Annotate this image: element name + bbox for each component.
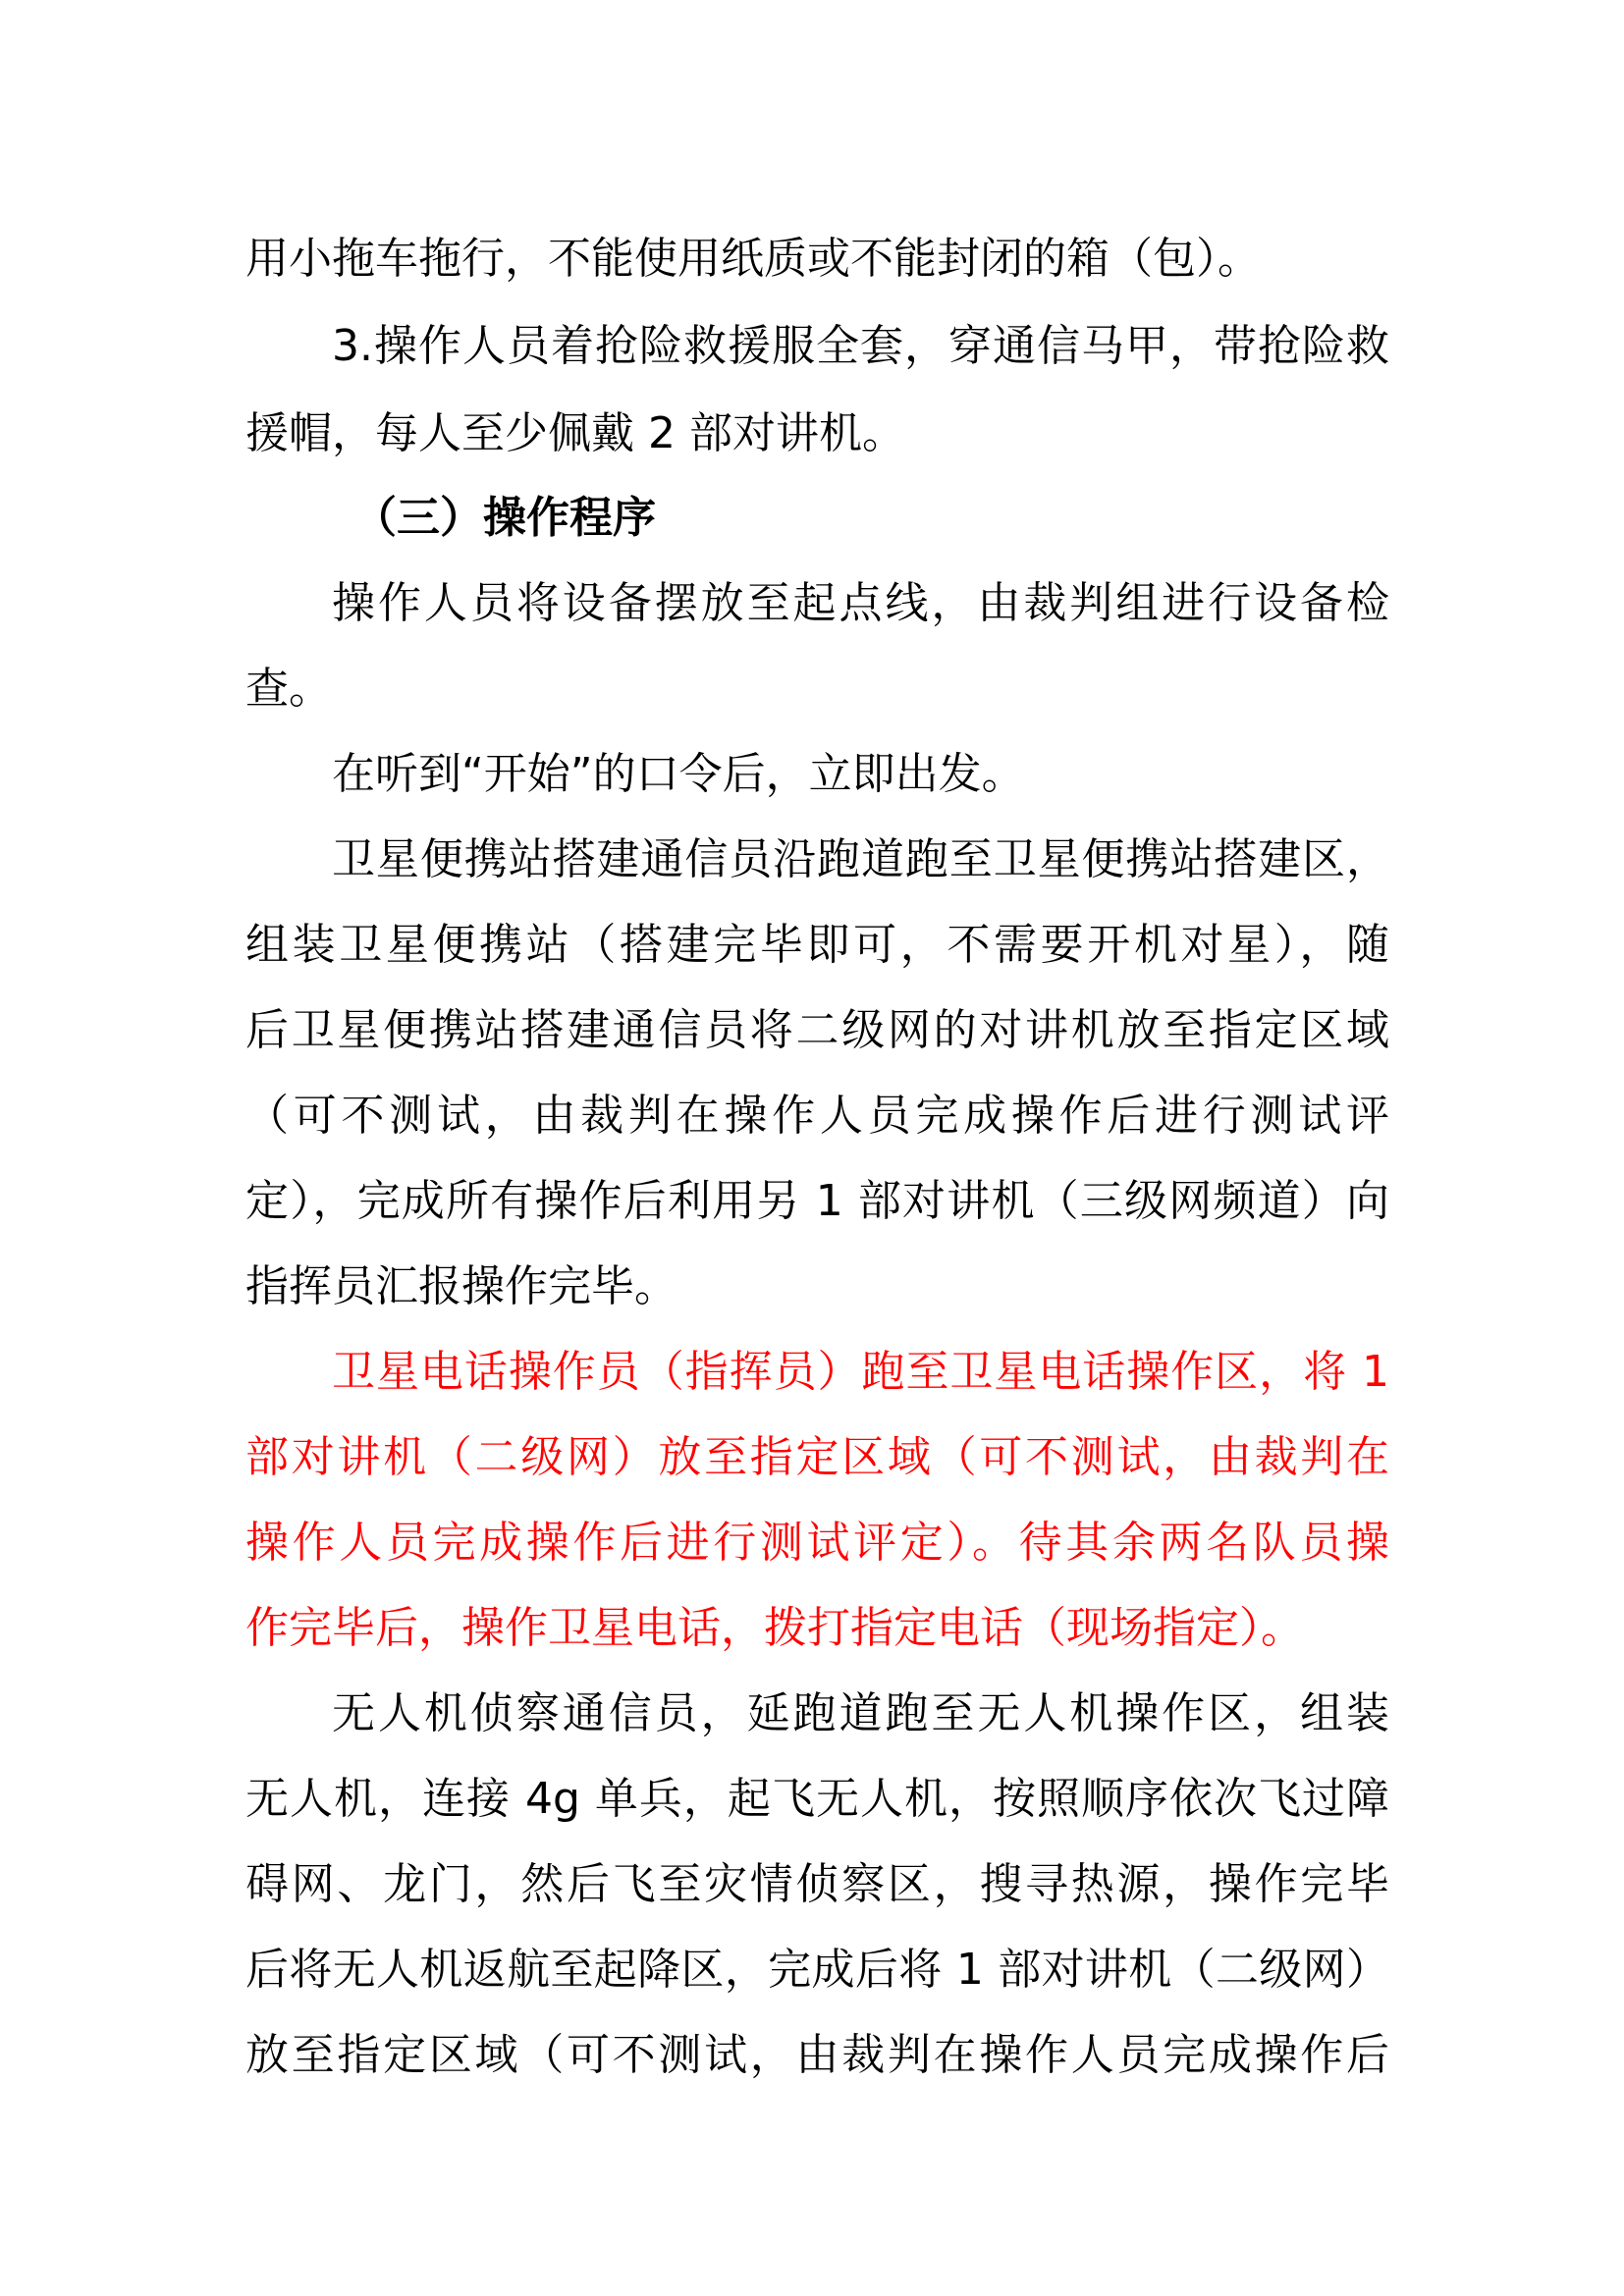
paragraph-6-line-1: 卫星电话操作员（指挥员）跑至卫星电话操作区，将 1 <box>332 1347 1389 1397</box>
paragraph-7-line-4: 后将无人机返航至起降区，完成后将 1 部对讲机（二级网） <box>245 1945 1389 1995</box>
paragraph-7-line-1: 无人机侦察通信员，延跑道跑至无人机操作区，组装 <box>332 1688 1389 1738</box>
paragraph-5-line-2: 组装卫星便携站（搭建完毕即可，不需要开机对星），随 <box>245 920 1389 970</box>
paragraph-5-line-3: 后卫星便携站搭建通信员将二级网的对讲机放至指定区域 <box>245 1005 1389 1055</box>
paragraph-5-line-4: （可不测试，由裁判在操作人员完成操作后进行测试评 <box>245 1091 1389 1141</box>
paragraph-5-line-5: 定），完成所有操作后利用另 1 部对讲机（三级网频道）向 <box>245 1176 1389 1226</box>
document-page <box>245 0 1389 2296</box>
section-heading: （三）操作程序 <box>353 493 656 543</box>
paragraph-5-line-6: 指挥员汇报操作完毕。 <box>245 1261 677 1311</box>
paragraph-3-line-1: 操作人员将设备摆放至起点线，由裁判组进行设备检 <box>332 578 1389 628</box>
paragraph-7-line-2: 无人机，连接 4g 单兵，起飞无人机，按照顺序依次飞过障 <box>245 1774 1389 1824</box>
paragraph-7-line-5: 放至指定区域（可不测试，由裁判在操作人员完成操作后 <box>245 2030 1389 2080</box>
paragraph-5-line-1: 卫星便携站搭建通信员沿跑道跑至卫星便携站搭建区， <box>332 834 1389 884</box>
paragraph-6-line-4: 作完毕后，操作卫星电话，拨打指定电话（现场指定）。 <box>245 1603 1304 1653</box>
paragraph-7-line-3: 碍网、龙门，然后飞至灾情侦察区，搜寻热源，操作完毕 <box>245 1859 1389 1909</box>
paragraph-3-line-2: 查。 <box>245 664 332 714</box>
paragraph-4-line-1: 在听到“开始”的口令后，立即出发。 <box>332 749 1025 799</box>
paragraph-6-line-2: 部对讲机（二级网）放至指定区域（可不测试，由裁判在 <box>245 1432 1389 1482</box>
paragraph-6-line-3: 操作人员完成操作后进行测试评定）。待其余两名队员操 <box>245 1518 1389 1568</box>
paragraph-2-line-1: 3.操作人员着抢险救援服全套，穿通信马甲，带抢险救 <box>332 321 1389 371</box>
paragraph-2-line-2: 援帽，每人至少佩戴 2 部对讲机。 <box>245 408 905 458</box>
paragraph-1-line-1: 用小拖车拖行，不能使用纸质或不能封闭的箱（包）。 <box>245 234 1261 284</box>
